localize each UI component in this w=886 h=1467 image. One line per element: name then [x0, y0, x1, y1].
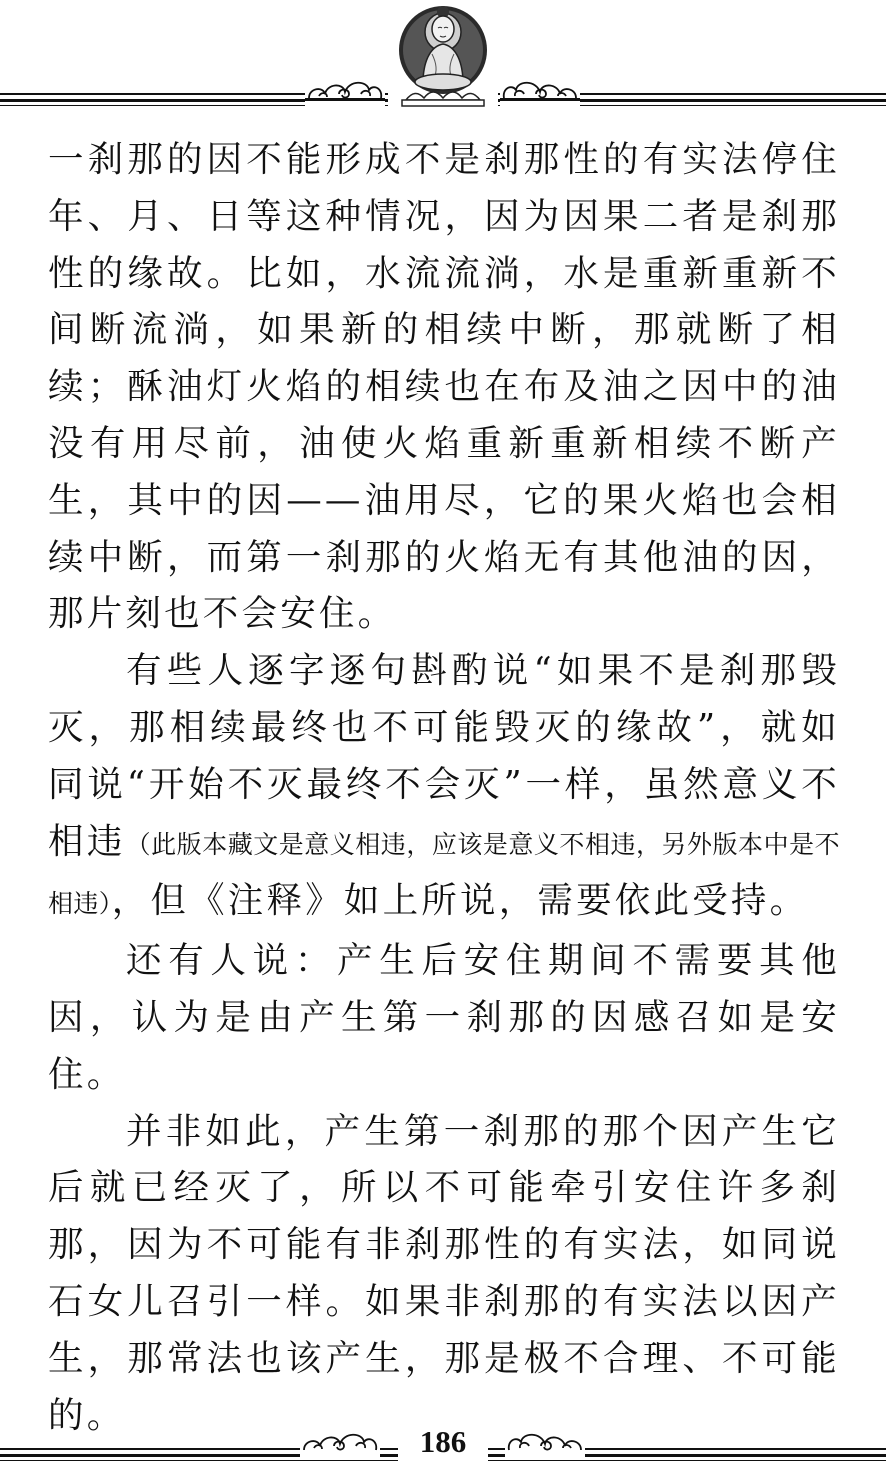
- paragraph-text: 有些人逐字逐句斟酌说“如果不是刹那毁灭，那相续最终也不可能毁灭的缘故”，就如同说“开始不灭最终不会灭”一样，虽然意义不相违: [48, 650, 840, 862]
- paragraph-text: ，但《注释》如上所说，需要依此受持。: [111, 880, 809, 922]
- cloud-ornament-icon: [500, 72, 580, 106]
- page-number: 186: [419, 1424, 467, 1459]
- cloud-ornament-icon: [300, 1426, 380, 1460]
- paragraph: 一刹那的因不能形成不是刹那性的有实法停住年、月、日等这种情况，因为因果二者是刹那性的缘故。比如，水流流淌，水是重新重新不间断流淌，如果新的相续中断，那就断了相续；酥油灯火焰的相续也在布及油之因中的油没有用尽前，油使火焰重新重新相续不断产生，其中的因——油用尽，它的果火焰也会相续中断，而第一刹那的火焰无有其他油的因，那片刻也不会安住。: [48, 139, 840, 635]
- seated-buddha-icon: [388, 2, 498, 110]
- cloud-ornament-icon: [505, 1426, 585, 1460]
- paragraph: [48, 643, 840, 933]
- editor-note: （此版本藏文是意义相违，应该是意义不相违，另外版本中是不相违）: [48, 829, 840, 919]
- paragraph: 还有人说：产生后安住期间不需要其他因，认为是由产生第一刹那的因感召如是安住。: [48, 940, 840, 1095]
- cloud-ornament-icon: [305, 72, 385, 106]
- page-body: [48, 132, 840, 1444]
- paragraph: 并非如此，产生第一刹那的那个因产生它后就已经灭了，所以不可能牵引安住许多刹那，因为不可能有非刹那性的有实法，如同说石女儿召引一样。如果非刹那的有实法以因产生，那常法也该产生，那是极不合理、不可能的。: [48, 1110, 840, 1436]
